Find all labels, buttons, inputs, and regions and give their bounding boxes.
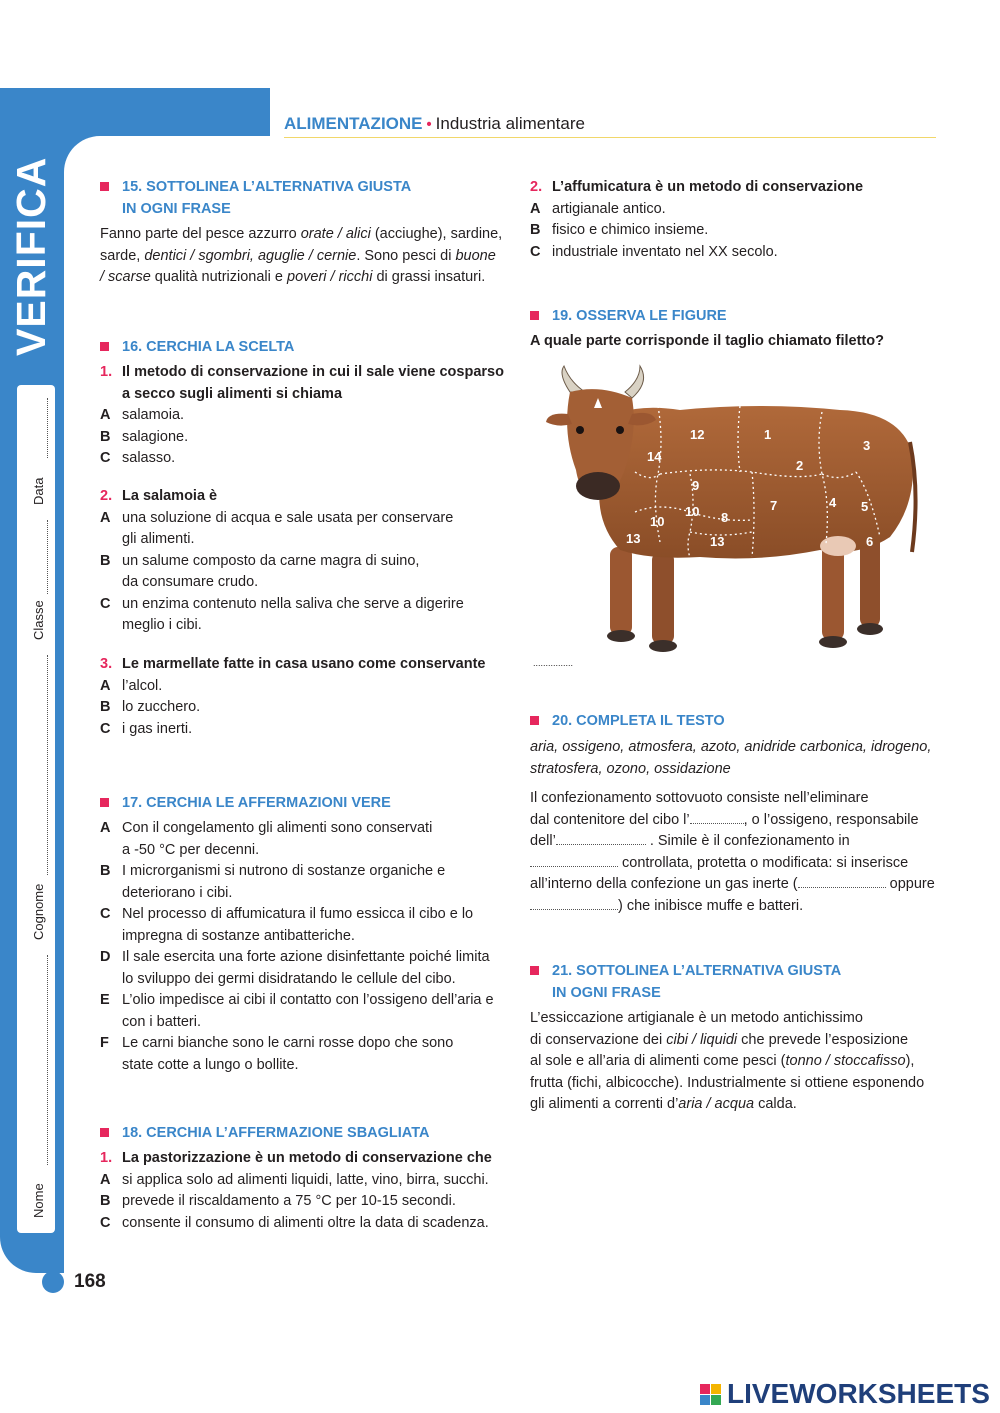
q19-question: A quale parte corrisponde il taglio chiamato filetto? <box>530 333 884 349</box>
q21-title <box>530 960 841 1004</box>
q16-1-question: Il metodo di conservazione in cui il sale viene cosparso <box>122 364 504 380</box>
header-separator: • <box>426 117 432 133</box>
q16-1-option-a[interactable]: A salamoia. <box>100 407 185 423</box>
q15-title-line2: IN OGNI FRASE <box>122 201 231 217</box>
cut-label-9: 9 <box>692 478 700 493</box>
cut-label-5: 5 <box>861 499 869 514</box>
liveworksheets-brand: LIVEWORKSHEETS <box>727 1378 990 1409</box>
cut-label-14: 14 <box>647 449 662 464</box>
q19-answer-field[interactable]: ................ <box>533 658 574 668</box>
q20-title: 20. COMPLETA IL TESTO <box>530 710 725 732</box>
cut-label-10a: 10 <box>650 514 665 529</box>
q16-item-2: 2. La salamoia è A una soluzione di acqua e sale usata per conservare gli alimenti. B un salume composto da carne magra di suino, da consumare crudo. C un enzima contenuto nella saliva che serve a digerire meglio i cibi. <box>100 486 520 637</box>
q17-option-f[interactable]: F Le carni bianche sono le carni rosse dopo che sono state cotte a lungo o bollite. <box>100 1035 454 1073</box>
q20-blank-2[interactable] <box>556 844 646 845</box>
q18-1-option-b[interactable]: B prevede il riscaldamento a 75 °C per 10-15 secondi. <box>100 1193 456 1209</box>
q17-option-c[interactable]: C Nel processo di affumicatura il fumo essicca il cibo e lo impregna di sostanze antibatteriche. <box>100 906 474 944</box>
q20-blank-5[interactable] <box>530 909 618 910</box>
nome-field[interactable] <box>47 955 48 1165</box>
q15-choice-2[interactable]: dentici / sgombri, aguglie / cernie <box>144 247 357 264</box>
q21-choice-1[interactable]: cibi / liquidi <box>666 1031 738 1048</box>
q18-item-2: 2. L’affumicatura è un metodo di conservazione A artigianale antico. B fisico e chimico insieme. C industriale inventato nel XX secolo. <box>530 177 930 263</box>
q16-item-1: 1. Il metodo di conservazione in cui il sale viene cosparso a secco sugli alimenti si chiama A salamoia. B salagione. C salasso. <box>100 362 510 470</box>
cut-label-4: 4 <box>829 495 837 510</box>
q21-choice-2[interactable]: tonno / stoccafisso <box>785 1053 906 1069</box>
q15-choice-4[interactable]: poveri / ricchi <box>287 269 373 285</box>
q16-2-option-a[interactable]: A una soluzione di acqua e sale usata per conservare gli alimenti. <box>100 509 454 547</box>
q17-option-a[interactable]: A Con il congelamento gli alimenti sono conservati a -50 °C per decenni. <box>100 820 433 858</box>
q20-word-bank: aria, ossigeno, atmosfera, azoto, anidride carbonica, idrogeno, stratosfera, ozono, ossidazione <box>530 739 932 777</box>
classe-label: Classe <box>31 600 46 640</box>
cut-label-10b: 10 <box>685 504 700 519</box>
q16-item-3: 3. Le marmellate fatte in casa usano come conservante A l’alcol. B lo zucchero. C i gas inerti. <box>100 654 510 740</box>
q18-item-1: 1. La pastorizzazione è un metodo di conservazione che A si applica solo ad alimenti liquidi, latte, vino, birra, succhi. B prevede il riscaldamento a 75 °C per 10-15 secondi. C consente il consumo di alimenti oltre la data di scadenza. <box>100 1148 520 1234</box>
q17-title: 17. CERCHIA LE AFFERMAZIONI VERE <box>100 792 391 814</box>
q20-blank-4[interactable] <box>798 887 886 888</box>
q15-choice-3b[interactable]: / scarse <box>100 269 151 285</box>
page-header <box>284 114 936 138</box>
cognome-label: Cognome <box>31 883 46 940</box>
q18-title: 18. CERCHIA L’AFFERMAZIONE SBAGLIATA <box>100 1122 429 1144</box>
cut-label-13b: 13 <box>710 534 725 549</box>
q15-title-line1: 15. SOTTOLINEA L’ALTERNATIVA GIUSTA <box>122 179 412 195</box>
nome-label: Nome <box>31 1183 46 1218</box>
q18-2-option-b[interactable]: B fisico e chimico insieme. <box>530 222 709 238</box>
q21-title-line2: IN OGNI FRASE <box>552 985 661 1001</box>
q18-2-option-c[interactable]: C industriale inventato nel XX secolo. <box>530 243 778 260</box>
data-field[interactable] <box>47 398 48 458</box>
q20-text: Il confezionamento sottovuoto consiste nell’eliminare dal contenitore del cibo l’ , o l’ossigeno, responsabile dell’ . Simile è il confezionamento in controllata, protetta o modificata: si inserisce all’interno della confezione un gas inerte ( oppure ) che inibisce muffe e batteri. <box>530 790 935 914</box>
q15-choice-3[interactable]: buone <box>455 247 496 264</box>
q16-2-option-b[interactable]: B un salume composto da carne magra di suino, da consumare crudo. <box>100 552 420 590</box>
page-number <box>42 1271 106 1293</box>
q16-2-option-c[interactable]: C un enzima contenuto nella saliva che serve a digerire meglio i cibi. <box>100 595 464 633</box>
q15-text: Fanno parte del pesce azzurro orate / alici (acciughe), sardine, sarde, dentici / sgombri, aguglie / cernie. Sono pesci di buone / scarse qualità nutrizionali e poveri / ricchi di grassi insaturi. <box>100 226 503 285</box>
cut-label-11: 11 <box>681 567 695 582</box>
q19-title: 19. OSSERVA LE FIGURE <box>530 305 727 327</box>
cut-label-6: 6 <box>866 534 874 549</box>
q17-option-e[interactable]: E L’olio impedisce ai cibi il contatto con l’ossigeno dell’aria e con i batteri. <box>100 992 494 1030</box>
classe-field[interactable] <box>47 520 48 594</box>
page-number-dot <box>42 1271 64 1293</box>
q16-3-option-b[interactable]: B lo zucchero. <box>100 699 201 715</box>
cut-label-12: 12 <box>690 427 705 442</box>
subsection-title: Industria alimentare <box>435 114 585 133</box>
cut-label-13a: 13 <box>626 531 641 546</box>
cut-label-7: 7 <box>770 498 778 513</box>
q16-1-option-b[interactable]: B salagione. <box>100 428 189 445</box>
q16-3-option-c[interactable]: C i gas inerti. <box>100 720 193 737</box>
cut-label-3: 3 <box>863 438 871 453</box>
q16-title: 16. CERCHIA LA SCELTA <box>100 336 294 358</box>
q17-option-b[interactable]: B I microrganismi si nutrono di sostanze organiche e deteriorano i cibi. <box>100 863 446 901</box>
q18-1-option-a[interactable]: A si applica solo ad alimenti liquidi, latte, vino, birra, succhi. <box>100 1171 489 1188</box>
cognome-field[interactable] <box>47 655 48 875</box>
q15-title <box>100 176 411 220</box>
data-label: Data <box>31 477 46 505</box>
q18-2-option-a[interactable]: A artigianale antico. <box>530 200 666 217</box>
q21-text: L’essiccazione artigianale è un metodo antichissimo di conservazione dei cibi / liquidi che prevede l’esposizione al sole e all’aria di alimenti come pesci (tonno / stoccafisso), frutta (fichi, albicocche). Industrialmente si ottiene esponendo gli alimenti a correnti d’aria / acqua calda. <box>530 1010 925 1112</box>
student-info-strip <box>17 385 55 1233</box>
q15-choice-1[interactable]: orate / alici <box>300 226 371 242</box>
q17-option-d[interactable]: D Il sale esercita una forte azione disinfettante poiché limita lo sviluppo dei germi disidratando le cellule del cibo. <box>100 949 490 987</box>
cut-label-8: 8 <box>721 510 729 525</box>
q18-1-option-c[interactable]: C consente il consumo di alimenti oltre la data di scadenza. <box>100 1214 489 1231</box>
q21-title-line1: 21. SOTTOLINEA L’ALTERNATIVA GIUSTA <box>552 963 842 979</box>
cut-label-1: 1 <box>764 427 772 442</box>
q20-blank-1[interactable] <box>690 823 744 824</box>
liveworksheets-logo-icon <box>700 1384 721 1405</box>
page-number-text: 168 <box>74 1271 106 1292</box>
q16-1-option-c[interactable]: C salasso. <box>100 450 176 466</box>
q21-choice-3[interactable]: aria / acqua <box>678 1096 755 1112</box>
section-title: ALIMENTAZIONE <box>284 114 423 133</box>
q20-blank-3[interactable] <box>530 866 618 867</box>
q17-options <box>100 818 510 1076</box>
cut-label-2: 2 <box>796 458 804 473</box>
verifica-label: VERIFICA <box>8 156 54 356</box>
liveworksheets-logo[interactable] <box>700 1378 990 1410</box>
cow-figure <box>540 362 920 662</box>
q16-3-option-a[interactable]: A l’alcol. <box>100 677 163 694</box>
